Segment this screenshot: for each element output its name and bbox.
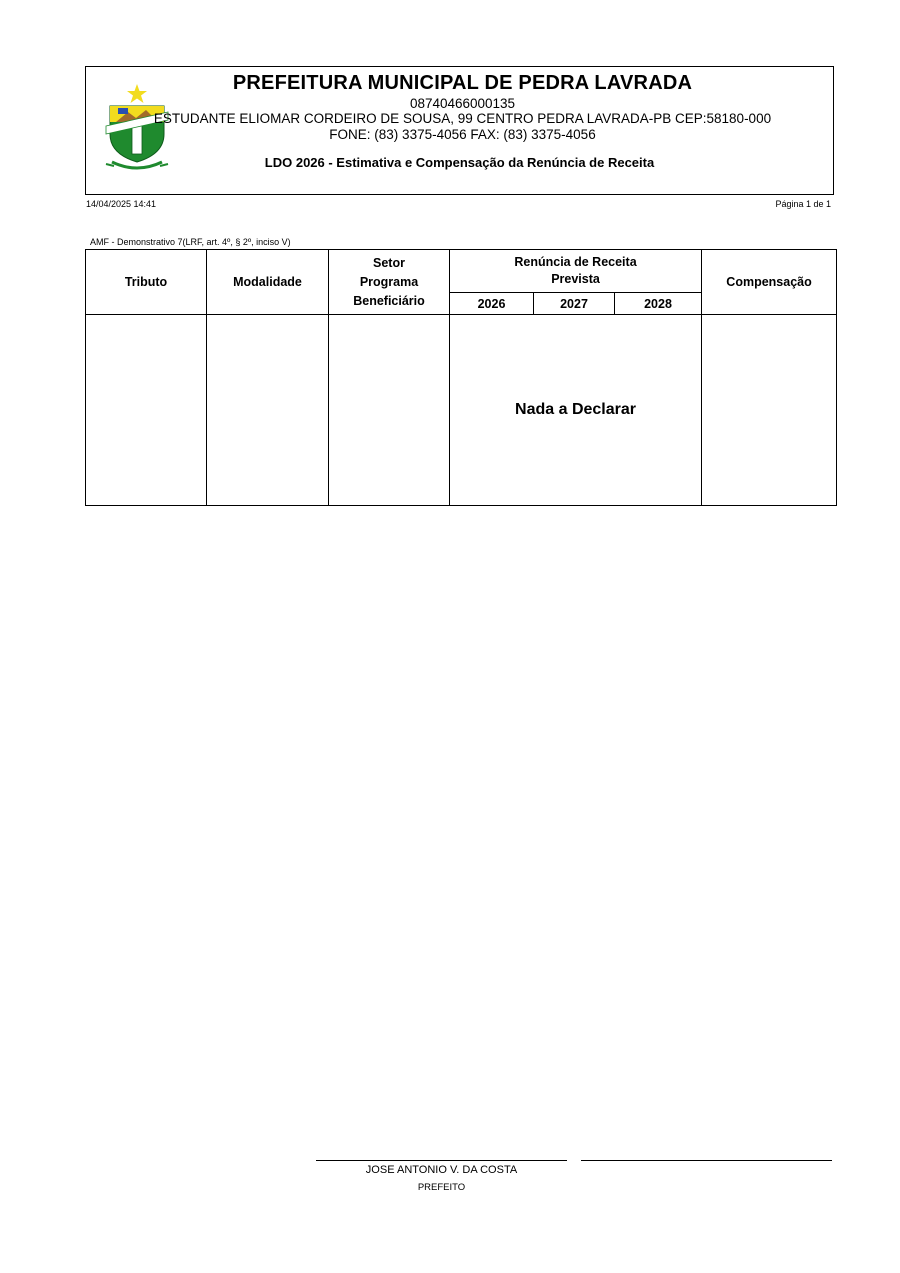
signature-line-second — [581, 1160, 832, 1161]
signature-role: PREFEITO — [417, 1182, 466, 1193]
header-setor-programa-beneficiario — [329, 250, 450, 315]
header-modalidade: Modalidade — [207, 250, 329, 315]
address: ESTUDANTE ELIOMAR CORDEIRO DE SOUSA, 99 CENTRO PEDRA LAVRADA-PB CEP:58180-000 — [153, 111, 772, 126]
document-title: LDO 2026 - Estimativa e Compensação da Renúncia de Receita — [264, 155, 655, 170]
cell-compensacao — [702, 315, 837, 506]
header-tributo: Tributo — [86, 250, 207, 315]
header-renuncia-line1: Renúncia de Receita — [514, 255, 637, 269]
empty-message: Nada a Declarar — [450, 315, 702, 506]
cell-tributo — [86, 315, 207, 506]
header-year-2026: 2026 — [450, 293, 534, 315]
print-datetime: 14/04/2025 14:41 — [86, 199, 157, 209]
renuncia-table — [85, 249, 837, 506]
header-renuncia — [450, 250, 702, 293]
signature-line-prefeito — [316, 1160, 567, 1161]
page-number: Página 1 de 1 — [775, 199, 831, 209]
phone-fax: FONE: (83) 3375-4056 FAX: (83) 3375-4056 — [329, 127, 596, 142]
header-setor: Setor — [373, 255, 405, 270]
organization-name: PREFEITURA MUNICIPAL DE PEDRA LAVRADA — [232, 72, 693, 94]
header-year-2028: 2028 — [615, 293, 702, 315]
header-beneficiario: Beneficiário — [353, 293, 425, 308]
cell-modalidade — [207, 315, 329, 506]
header-programa: Programa — [359, 274, 419, 289]
cnpj: 08740466000135 — [409, 96, 516, 111]
header-renuncia-line2: Prevista — [551, 272, 600, 286]
header-compensacao: Compensação — [702, 250, 837, 315]
header-year-2027: 2027 — [534, 293, 615, 315]
cell-setor — [329, 315, 450, 506]
demonstrativo-label: AMF - Demonstrativo 7(LRF, art. 4º, § 2º, inciso V) — [90, 237, 291, 247]
signature-name: JOSE ANTONIO V. DA COSTA — [365, 1164, 518, 1176]
